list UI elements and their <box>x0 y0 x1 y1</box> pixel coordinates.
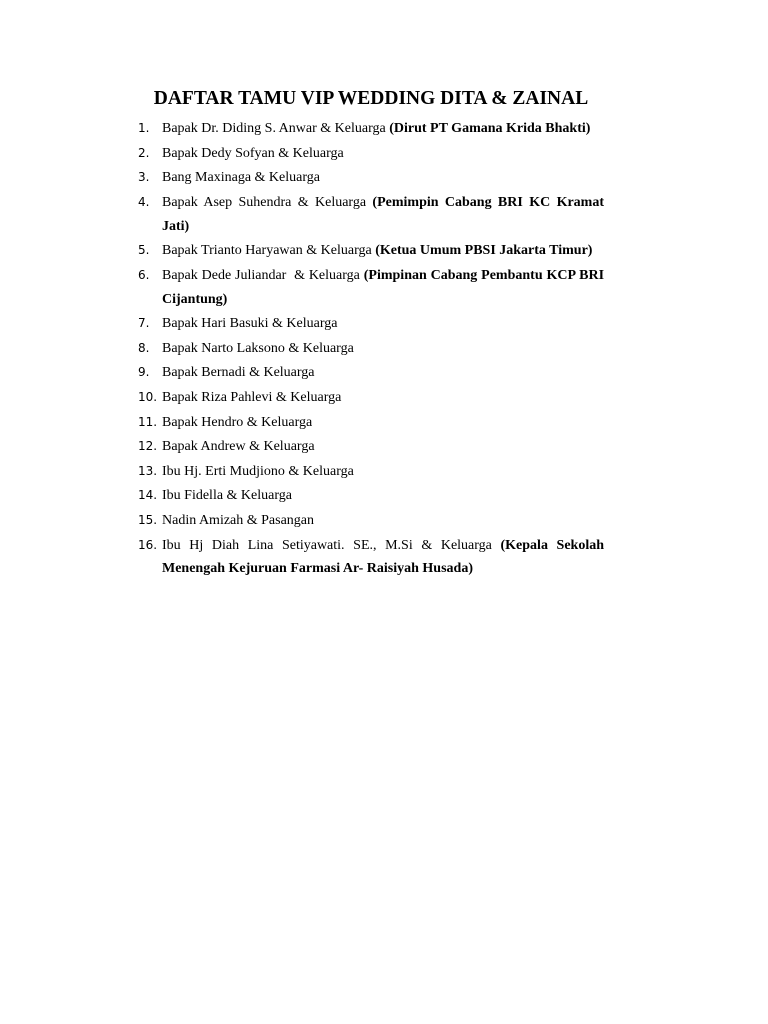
item-number: 14. <box>138 488 158 503</box>
item-number: 9. <box>138 365 150 380</box>
list-item <box>138 435 604 459</box>
item-number: 3. <box>138 170 150 185</box>
guest-name: Bapak Dedy Sofyan & Keluarga <box>162 145 344 161</box>
guest-name: Bapak Dr. Diding S. Anwar & Keluarga <box>162 121 386 136</box>
guest-list <box>138 117 604 581</box>
item-number: 1. <box>138 121 150 135</box>
list-item <box>138 484 604 508</box>
document-page <box>138 86 604 582</box>
list-item <box>138 361 604 385</box>
item-number: 15. <box>138 512 158 527</box>
guest-name: Ibu Hj Diah Lina Setiyawati. SE., M.Si & Keluarga <box>162 537 492 553</box>
guest-name: Bapak Narto Laksono & Keluarga <box>162 340 354 356</box>
page-title: DAFTAR TAMU VIP WEDDING DITA & ZAINAL <box>153 88 589 109</box>
guest-name: Bapak Hari Basuki & Keluarga <box>162 316 338 332</box>
item-number: 6. <box>138 267 150 282</box>
list-item <box>138 509 604 533</box>
guest-name: Nadin Amizah & Pasangan <box>162 512 315 528</box>
guest-name: Bapak Bernadi & Keluarga <box>162 365 315 381</box>
guest-name: Bapak Trianto Haryawan & Keluarga <box>162 243 372 259</box>
list-item <box>138 460 604 484</box>
list-item <box>138 117 604 141</box>
list-item <box>138 312 604 336</box>
guest-name: Bang Maxinaga & Keluarga <box>162 170 320 186</box>
list-item <box>138 264 604 312</box>
item-number: 2. <box>138 145 150 160</box>
guest-name: Bapak Dede Juliandar & Keluarga <box>162 267 360 283</box>
guest-role: (Dirut PT Gamana Krida Bhakti) <box>389 121 591 136</box>
item-number: 16. <box>138 537 158 552</box>
list-item <box>138 166 604 190</box>
item-number: 8. <box>138 340 150 355</box>
guest-name: Bapak Hendro & Keluarga <box>162 414 313 430</box>
list-item <box>138 534 604 582</box>
list-item <box>138 337 604 361</box>
guest-role: (Pemimpin Cabang BRI KC Kramat Jati) <box>162 194 604 234</box>
item-number: 5. <box>138 243 150 258</box>
list-item <box>138 386 604 410</box>
list-item <box>138 142 604 166</box>
list-item <box>138 191 604 239</box>
guest-role: (Ketua Umum PBSI Jakarta Timur) <box>375 243 593 259</box>
guest-name: Ibu Hj. Erti Mudjiono & Keluarga <box>162 463 354 479</box>
list-item <box>138 411 604 435</box>
item-number: 13. <box>138 463 158 478</box>
item-number: 10. <box>138 389 158 404</box>
guest-name: Ibu Fidella & Keluarga <box>162 488 292 504</box>
guest-name: Bapak Riza Pahlevi & Keluarga <box>162 389 342 405</box>
guest-role: (Kepala Sekolah Menengah Kejuruan Farmasi Ar- Raisiyah Husada) <box>162 537 605 577</box>
item-number: 7. <box>138 316 150 331</box>
guest-name: Bapak Andrew & Keluarga <box>162 439 315 455</box>
guest-role: (Pimpinan Cabang Pembantu KCP BRI Cijantung) <box>162 267 605 307</box>
list-item <box>138 239 604 263</box>
item-number: 11. <box>138 414 158 429</box>
item-number: 4. <box>138 194 150 209</box>
item-number: 12. <box>138 439 158 454</box>
guest-name: Bapak Asep Suhendra & Keluarga <box>162 194 367 210</box>
